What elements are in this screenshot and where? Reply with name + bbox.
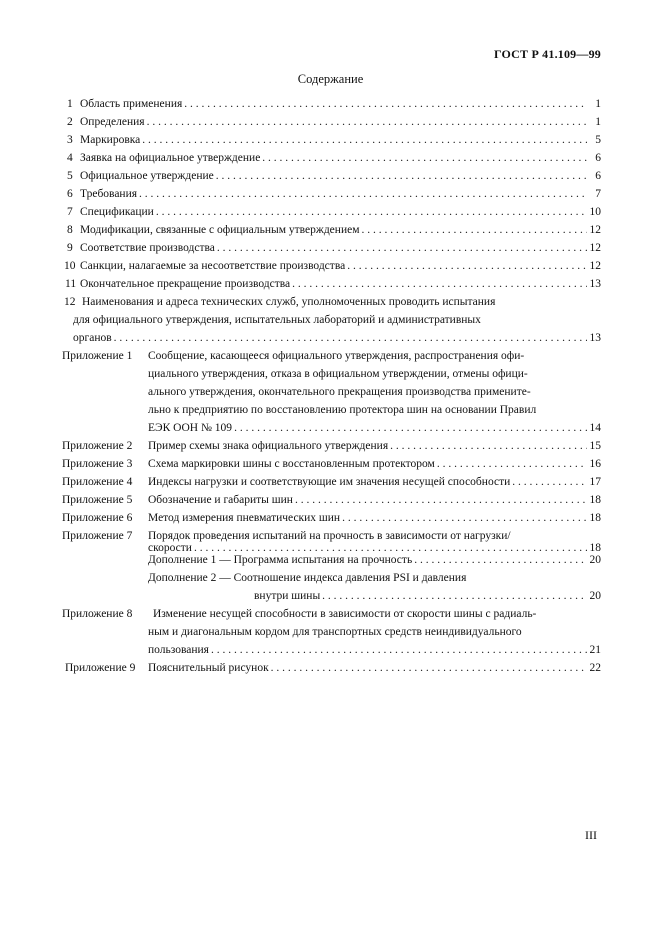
toc-entry-page: 17 bbox=[589, 476, 601, 488]
toc-entry-page: 6 bbox=[595, 152, 601, 164]
toc-entry-number: 2 bbox=[67, 116, 73, 128]
toc-entry-number: Приложение 1 bbox=[62, 350, 133, 362]
toc-entry-title-row bbox=[148, 492, 587, 508]
toc-entry-title-row bbox=[148, 642, 587, 658]
leader-dots bbox=[142, 132, 587, 148]
toc-entry-number: Приложение 2 bbox=[62, 440, 133, 452]
toc-entry-line: ального утверждения, окончательного прекращения производства примените- bbox=[148, 386, 531, 398]
toc-entry-number: 6 bbox=[67, 188, 73, 200]
toc-entry-number: 9 bbox=[67, 242, 73, 254]
toc-entry-title: пользования bbox=[148, 644, 209, 656]
toc-entry-page: 15 bbox=[589, 440, 601, 452]
leader-dots bbox=[322, 588, 587, 604]
toc-entry-page: 18 bbox=[589, 494, 601, 506]
toc-entry[interactable] bbox=[0, 132, 661, 148]
leader-dots bbox=[512, 474, 587, 490]
toc-entry-title: Официальное утверждение bbox=[80, 170, 214, 182]
leader-dots bbox=[361, 222, 587, 238]
toc-entry[interactable] bbox=[0, 150, 661, 166]
toc-entry-page: 1 bbox=[595, 116, 601, 128]
toc-entry[interactable] bbox=[0, 240, 661, 256]
toc-entry[interactable] bbox=[0, 420, 661, 436]
leader-dots bbox=[211, 642, 587, 658]
toc-entry-line: Сообщение, касающееся официального утверждения, распространения офи- bbox=[148, 350, 525, 362]
toc-entry-page: 21 bbox=[589, 644, 601, 656]
toc-entry-title-row bbox=[80, 186, 587, 202]
leader-dots bbox=[114, 330, 587, 346]
toc-entry-line: циального утверждения, отказа в официальном утверждении, отмены офици- bbox=[148, 368, 528, 380]
toc-entry-title: Окончательное прекращение производства bbox=[80, 278, 291, 290]
toc-entry-title-row bbox=[148, 510, 587, 526]
leader-dots bbox=[292, 276, 587, 292]
toc-entry-number: Приложение 8 bbox=[62, 608, 133, 620]
toc-entry-page: 7 bbox=[595, 188, 601, 200]
toc-entry-title: Соответствие производства bbox=[80, 242, 215, 254]
leader-dots bbox=[437, 456, 587, 472]
leader-dots bbox=[295, 492, 587, 508]
toc-entry-title-row bbox=[80, 204, 587, 220]
leader-dots bbox=[216, 168, 587, 184]
toc-entry-title: органов bbox=[73, 332, 112, 344]
toc-entry[interactable] bbox=[0, 510, 661, 526]
toc-entry-title-row bbox=[80, 276, 587, 292]
toc-entry-number: 3 bbox=[67, 134, 73, 146]
toc-entry-page: 10 bbox=[589, 206, 601, 218]
toc-entry-title: внутри шины bbox=[254, 590, 321, 602]
toc-entry-title: ЕЭК ООН № 109 bbox=[148, 422, 233, 434]
page-number: III bbox=[585, 828, 597, 842]
toc-entry-title-row bbox=[73, 330, 587, 346]
toc-entry-page: 18 bbox=[589, 512, 601, 524]
toc-entry-page: 12 bbox=[589, 224, 601, 236]
toc-title: Содержание bbox=[297, 72, 364, 86]
toc-entry-line: Порядок проведения испытаний на прочность в зависимости от нагрузки/ bbox=[148, 530, 511, 542]
toc-entry-title: скорости bbox=[148, 542, 192, 554]
toc-entry-title-row bbox=[80, 240, 587, 256]
toc-entry-title-row bbox=[80, 222, 587, 238]
toc-entry-title-row bbox=[80, 150, 587, 166]
toc-entry-title: Область применения bbox=[80, 98, 183, 110]
toc-entry-page: 20 bbox=[589, 590, 601, 602]
toc-entry-title-row bbox=[148, 552, 587, 568]
leader-dots bbox=[271, 660, 587, 676]
toc-entry-title: Схема маркировки шины с восстановленным протектором bbox=[148, 458, 435, 470]
toc-entry-line: Наименования и адреса технических служб, уполномоченных проводить испытания bbox=[82, 296, 496, 308]
toc-entry[interactable] bbox=[0, 552, 661, 568]
toc-entry[interactable] bbox=[0, 186, 661, 202]
leader-dots bbox=[390, 438, 587, 454]
toc-entry-number: Приложение 7 bbox=[62, 530, 133, 542]
toc-entry[interactable] bbox=[0, 258, 661, 274]
toc-entry[interactable] bbox=[0, 222, 661, 238]
toc-entry-line: Изменение несущей способности в зависимости от скорости шины с радиаль- bbox=[153, 608, 537, 620]
toc-entry-title: Санкции, налагаемые за несоответствие производства bbox=[80, 260, 346, 272]
toc-entry[interactable] bbox=[0, 438, 661, 454]
toc-entry[interactable] bbox=[0, 204, 661, 220]
toc-entry[interactable] bbox=[0, 456, 661, 472]
toc-entry-number: 1 bbox=[67, 98, 73, 110]
toc-entry-line: для официального утверждения, испытательных лабораторий и административных bbox=[73, 314, 481, 326]
toc-entry-number: 8 bbox=[67, 224, 73, 236]
toc-entry-title-row bbox=[148, 438, 587, 454]
leader-dots bbox=[184, 96, 587, 112]
toc-entry-page: 14 bbox=[589, 422, 601, 434]
toc-entry-title: Маркировка bbox=[80, 134, 141, 146]
toc-entry-title-row bbox=[148, 456, 587, 472]
toc-entry-title-row bbox=[80, 258, 587, 274]
toc-entry[interactable] bbox=[0, 96, 661, 112]
toc-entry-title: Пример схемы знака официального утверждения bbox=[148, 440, 389, 452]
toc-entry[interactable] bbox=[0, 588, 661, 604]
toc-entry-title: Дополнение 1 — Программа испытания на прочность bbox=[148, 554, 413, 566]
leader-dots bbox=[156, 204, 587, 220]
toc-entry-title: Требования bbox=[80, 188, 138, 200]
toc-entry-title: Индексы нагрузки и соответствующие им значения несущей способности bbox=[148, 476, 511, 488]
toc-entry-page: 5 bbox=[595, 134, 601, 146]
toc-entry-title-row bbox=[80, 114, 587, 130]
toc-entry-title-row bbox=[80, 168, 587, 184]
toc-entry-number: 5 bbox=[67, 170, 73, 182]
toc-entry-title-row bbox=[254, 588, 587, 604]
toc-entry-line: ным и диагональным кордом для транспортных средств неиндивидуального bbox=[148, 626, 522, 638]
toc-entry-page: 1 bbox=[595, 98, 601, 110]
toc-entry[interactable] bbox=[0, 330, 661, 346]
leader-dots bbox=[139, 186, 587, 202]
toc-entry-number: Приложение 9 bbox=[65, 662, 136, 674]
toc-entry-line: льно к предприятию по восстановлению протектора шин на основании Правил bbox=[148, 404, 537, 416]
document-code: ГОСТ Р 41.109—99 bbox=[493, 47, 601, 61]
leader-dots bbox=[342, 510, 587, 526]
leader-dots bbox=[262, 150, 587, 166]
leader-dots bbox=[234, 420, 587, 436]
toc-entry-page: 22 bbox=[589, 662, 601, 674]
toc-entry-number: 10 bbox=[64, 260, 76, 272]
toc-entry-line: Дополнение 2 — Соотношение индекса давления PSI и давления bbox=[148, 572, 467, 584]
toc-entry-number: 11 bbox=[65, 278, 77, 290]
toc-entry-title-row bbox=[80, 132, 587, 148]
toc-entry-page: 12 bbox=[589, 242, 601, 254]
toc-entry-page: 18 bbox=[589, 542, 601, 554]
toc-entry-page: 16 bbox=[589, 458, 601, 470]
toc-entry-page: 12 bbox=[589, 260, 601, 272]
toc-entry-number: Приложение 5 bbox=[62, 494, 133, 506]
toc-entry-title-row bbox=[148, 474, 587, 490]
leader-dots bbox=[217, 240, 587, 256]
toc-entry-title: Обозначение и габариты шин bbox=[148, 494, 293, 506]
toc-entry-title: Определения bbox=[80, 116, 145, 128]
toc-entry-page: 13 bbox=[589, 278, 601, 290]
toc-entry-number: 7 bbox=[67, 206, 73, 218]
toc-entry[interactable] bbox=[0, 660, 661, 676]
toc-entry[interactable] bbox=[0, 276, 661, 292]
toc-entry-number: Приложение 3 bbox=[62, 458, 133, 470]
toc-entry[interactable] bbox=[0, 474, 661, 490]
toc-entry-number: Приложение 6 bbox=[62, 512, 133, 524]
toc-entry-title: Метод измерения пневматических шин bbox=[148, 512, 341, 524]
toc-entry-page: 13 bbox=[589, 332, 601, 344]
toc-entry-page: 6 bbox=[595, 170, 601, 182]
toc-entry[interactable] bbox=[0, 168, 661, 184]
toc-entry-title: Заявка на официальное утверждение bbox=[80, 152, 261, 164]
toc-entry-number: 4 bbox=[67, 152, 73, 164]
toc-entry[interactable] bbox=[0, 642, 661, 658]
toc-entry-title-row bbox=[148, 660, 587, 676]
toc-entry[interactable] bbox=[0, 492, 661, 508]
toc-entry-number: 12 bbox=[64, 296, 76, 308]
toc-entry-title: Пояснительный рисунок bbox=[148, 662, 269, 674]
toc-entry-title: Модификации, связанные с официальным утверждением bbox=[80, 224, 360, 236]
toc-entry-page: 20 bbox=[589, 554, 601, 566]
leader-dots bbox=[347, 258, 587, 274]
toc-entry-title: Спецификации bbox=[80, 206, 154, 218]
toc-entry[interactable] bbox=[0, 114, 661, 130]
leader-dots bbox=[147, 114, 587, 130]
toc-entry-title-row bbox=[80, 96, 587, 112]
toc-entry-number: Приложение 4 bbox=[62, 476, 133, 488]
leader-dots bbox=[414, 552, 587, 568]
toc-entry-title-row bbox=[148, 420, 587, 436]
